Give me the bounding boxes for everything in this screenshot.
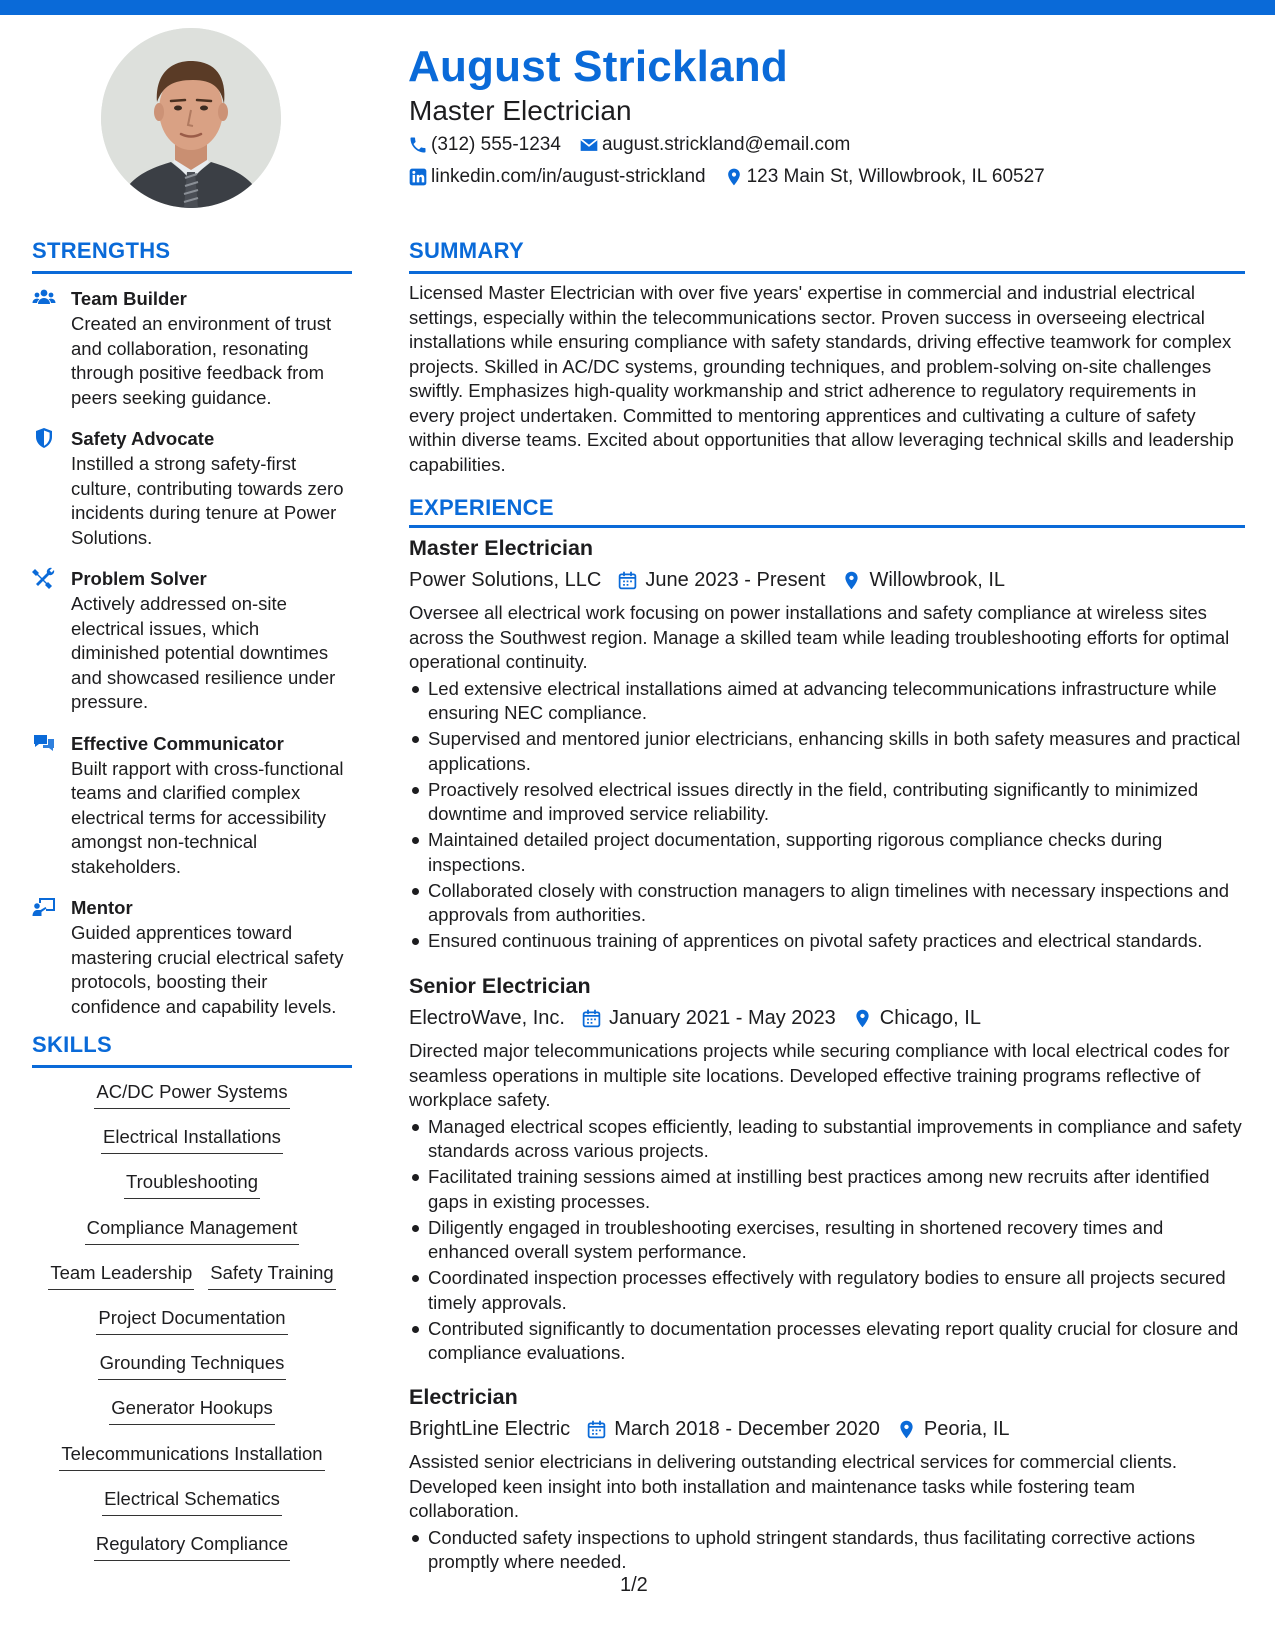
job-bullets xyxy=(409,1526,1245,1575)
job-bullets xyxy=(409,1115,1245,1366)
skill-tag: Electrical Schematics xyxy=(102,1487,282,1516)
experience-heading: EXPERIENCE xyxy=(409,495,554,520)
strength-item xyxy=(32,895,352,1019)
envelope-icon xyxy=(579,135,599,155)
job-bullet: Diligently engaged in troubleshooting exercises, resulting in shortened recovery times and enhanced overall system performance. xyxy=(428,1216,1245,1265)
strength-description: Guided apprentices toward mastering crucial electrical safety protocols, boosting their confidence and capability levels. xyxy=(71,922,344,1017)
tools-icon xyxy=(32,567,56,589)
strengths-list xyxy=(32,286,352,1035)
job-bullet: Facilitated training sessions aimed at instilling best practices among new recruits after identified gaps in existing processes. xyxy=(428,1165,1245,1214)
calendar-icon xyxy=(581,1008,602,1029)
job-bullet: Proactively resolved electrical issues directly in the field, contributing significantly to minimized downtime and improved service reliability. xyxy=(428,778,1245,827)
skill-tag: Regulatory Compliance xyxy=(94,1532,290,1561)
strength-title: Mentor xyxy=(71,897,133,918)
summary-rule xyxy=(409,271,1245,274)
top-accent-bar xyxy=(0,0,1275,15)
experience-rule xyxy=(409,525,1245,528)
chat-icon xyxy=(32,732,56,754)
job-meta xyxy=(409,1414,1245,1444)
job-bullet: Ensured continuous training of apprentices on pivotal safety practices and electrical standards. xyxy=(428,929,1245,954)
strength-title: Effective Communicator xyxy=(71,732,284,754)
email-text: august.strickland@email.com xyxy=(601,134,851,155)
contact-row-2 xyxy=(408,166,1063,188)
skills-heading: SKILLS xyxy=(32,1032,113,1057)
summary-text: Licensed Master Electrician with over five years' expertise in commercial and industrial electrical settings, especially within the telecommunications sector. Proven success in overseeing electrical installations while ensuring compliance with safety standards, driving effective teamwork for complex projects. Skilled in AC/DC systems, grounding techniques, and problem-solving on-site challenges swiftly. Emphasizes high-quality workmanship and strict adherence to regulatory requirements in every project undertaken. Committed to mentoring apprentices and cultivating a culture of safety within diverse teams. Excited about opportunities that allow leveraging technical skills and leadership capabilities. xyxy=(409,282,1234,475)
job-title: Electrician xyxy=(409,1385,518,1409)
job-company: ElectroWave, Inc. xyxy=(409,1007,565,1029)
contact-address xyxy=(724,166,1045,188)
job-dates: June 2023 - Present xyxy=(645,569,826,591)
job-bullet: Managed electrical scopes efficiently, leading to substantial improvements in compliance and safety standards across various projects. xyxy=(428,1115,1245,1164)
map-pin-icon xyxy=(852,1008,873,1029)
strength-description: Instilled a strong safety-first culture, contributing towards zero incidents during tenure at Power Solutions. xyxy=(71,453,344,548)
contact-email[interactable] xyxy=(579,134,850,156)
calendar-icon xyxy=(617,570,638,591)
job-bullet: Contributed significantly to documentation processes elevating report quality crucial for closure and compliance evaluations. xyxy=(428,1317,1245,1366)
job-location: Willowbrook, IL xyxy=(869,569,1006,591)
skill-tag: Safety Training xyxy=(208,1261,335,1290)
phone-icon xyxy=(408,135,428,155)
strengths-rule xyxy=(32,271,352,274)
job-bullet: Coordinated inspection processes effectively with regulatory bodies to ensure all projects secured timely approvals. xyxy=(428,1266,1245,1315)
teacher-icon xyxy=(32,896,56,918)
skill-tag: Team Leadership xyxy=(48,1261,194,1290)
strength-title: Safety Advocate xyxy=(71,428,215,449)
job-bullet: Maintained detailed project documentation, supporting rigorous compliance checks during inspections. xyxy=(428,828,1245,877)
job-title: Senior Electrician xyxy=(409,974,591,998)
experience-entry xyxy=(409,534,1245,955)
job-dates: March 2018 - December 2020 xyxy=(614,1418,880,1440)
skill-tag: AC/DC Power Systems xyxy=(94,1080,289,1109)
linkedin-icon xyxy=(408,167,428,187)
skill-tag: Compliance Management xyxy=(85,1216,300,1245)
strength-item xyxy=(32,566,352,715)
contact-linkedin[interactable] xyxy=(408,166,706,188)
phone-text: (312) 555-1234 xyxy=(431,134,561,155)
skill-tag: Electrical Installations xyxy=(101,1125,283,1154)
job-bullet: Led extensive electrical installations aimed at advancing telecommunications infrastructure while ensuring NEC compliance. xyxy=(428,677,1245,726)
experience-entry xyxy=(409,1383,1245,1576)
job-description: Assisted senior electricians in delivering outstanding electrical services for commercial clients. Developed keen insight into both installation and maintenance tasks while fostering team collaboration. xyxy=(409,1451,1178,1521)
skills-rule xyxy=(32,1065,352,1068)
candidate-name: August Strickland xyxy=(408,42,788,91)
job-company: BrightLine Electric xyxy=(409,1418,571,1440)
job-location: Chicago, IL xyxy=(879,1007,981,1029)
job-description: Directed major telecommunications projects while securing compliance with local electrical codes for seamless operations in multiple site locations. Developed effective training programs reflective of workplace safety. xyxy=(409,1040,1230,1110)
skill-tag: Telecommunications Installation xyxy=(59,1442,324,1471)
candidate-title: Master Electrician xyxy=(409,95,632,126)
address-text: 123 Main St, Willowbrook, IL 60527 xyxy=(746,166,1045,187)
page-number: 1/2 xyxy=(620,1574,648,1596)
job-bullet: Conducted safety inspections to uphold stringent standards, thus facilitating corrective actions promptly where needed. xyxy=(428,1526,1245,1575)
map-pin-icon xyxy=(841,570,862,591)
contact-row-1 xyxy=(408,134,868,156)
skill-tag: Generator Hookups xyxy=(109,1396,274,1425)
job-meta xyxy=(409,565,1245,595)
job-bullets xyxy=(409,677,1245,954)
job-title: Master Electrician xyxy=(409,536,594,560)
job-meta xyxy=(409,1003,1245,1033)
job-dates: January 2021 - May 2023 xyxy=(608,1007,836,1029)
job-bullet: Collaborated closely with construction managers to align timelines with necessary inspections and approvals from authorities. xyxy=(428,879,1245,928)
summary-heading: SUMMARY xyxy=(409,238,524,263)
map-pin-icon xyxy=(724,167,744,187)
skill-tag: Grounding Techniques xyxy=(98,1351,287,1380)
job-company: Power Solutions, LLC xyxy=(409,569,602,591)
users-icon xyxy=(32,287,56,309)
strength-item xyxy=(32,731,352,880)
contact-phone[interactable] xyxy=(408,134,561,156)
strength-description: Created an environment of trust and collaboration, resonating through positive feedback from peers seeking guidance. xyxy=(71,313,332,408)
job-location: Peoria, IL xyxy=(923,1418,1010,1440)
job-bullet: Supervised and mentored junior electricians, enhancing skills in both safety measures and practical applications. xyxy=(428,727,1245,776)
skill-tag: Project Documentation xyxy=(96,1306,287,1335)
linkedin-text: linkedin.com/in/august-strickland xyxy=(431,166,706,187)
skills-list xyxy=(32,1080,352,1577)
strength-item xyxy=(32,426,352,550)
strength-description: Actively addressed on-site electrical issues, which diminished potential downtimes and showcased resilience under pressure. xyxy=(71,593,336,712)
job-description: Oversee all electrical work focusing on power installations and safety compliance at wireless sites across the Southwest region. Manage a skilled team while leading troubleshooting efforts for optimal operational continuity. xyxy=(409,602,1230,672)
profile-photo xyxy=(101,28,281,208)
map-pin-icon xyxy=(896,1419,917,1440)
strength-item xyxy=(32,286,352,410)
portrait-illustration xyxy=(101,28,281,208)
shield-icon xyxy=(32,427,56,449)
strengths-heading: STRENGTHS xyxy=(32,238,171,263)
strength-title: Problem Solver xyxy=(71,568,207,589)
strength-title: Team Builder xyxy=(71,288,187,309)
calendar-icon xyxy=(586,1419,607,1440)
strength-description: Built rapport with cross-functional teams and clarified complex electrical terms for accessibility amongst non-technical stakeholders. xyxy=(71,757,344,877)
experience-entry xyxy=(409,972,1245,1367)
skill-tag: Troubleshooting xyxy=(124,1170,260,1199)
